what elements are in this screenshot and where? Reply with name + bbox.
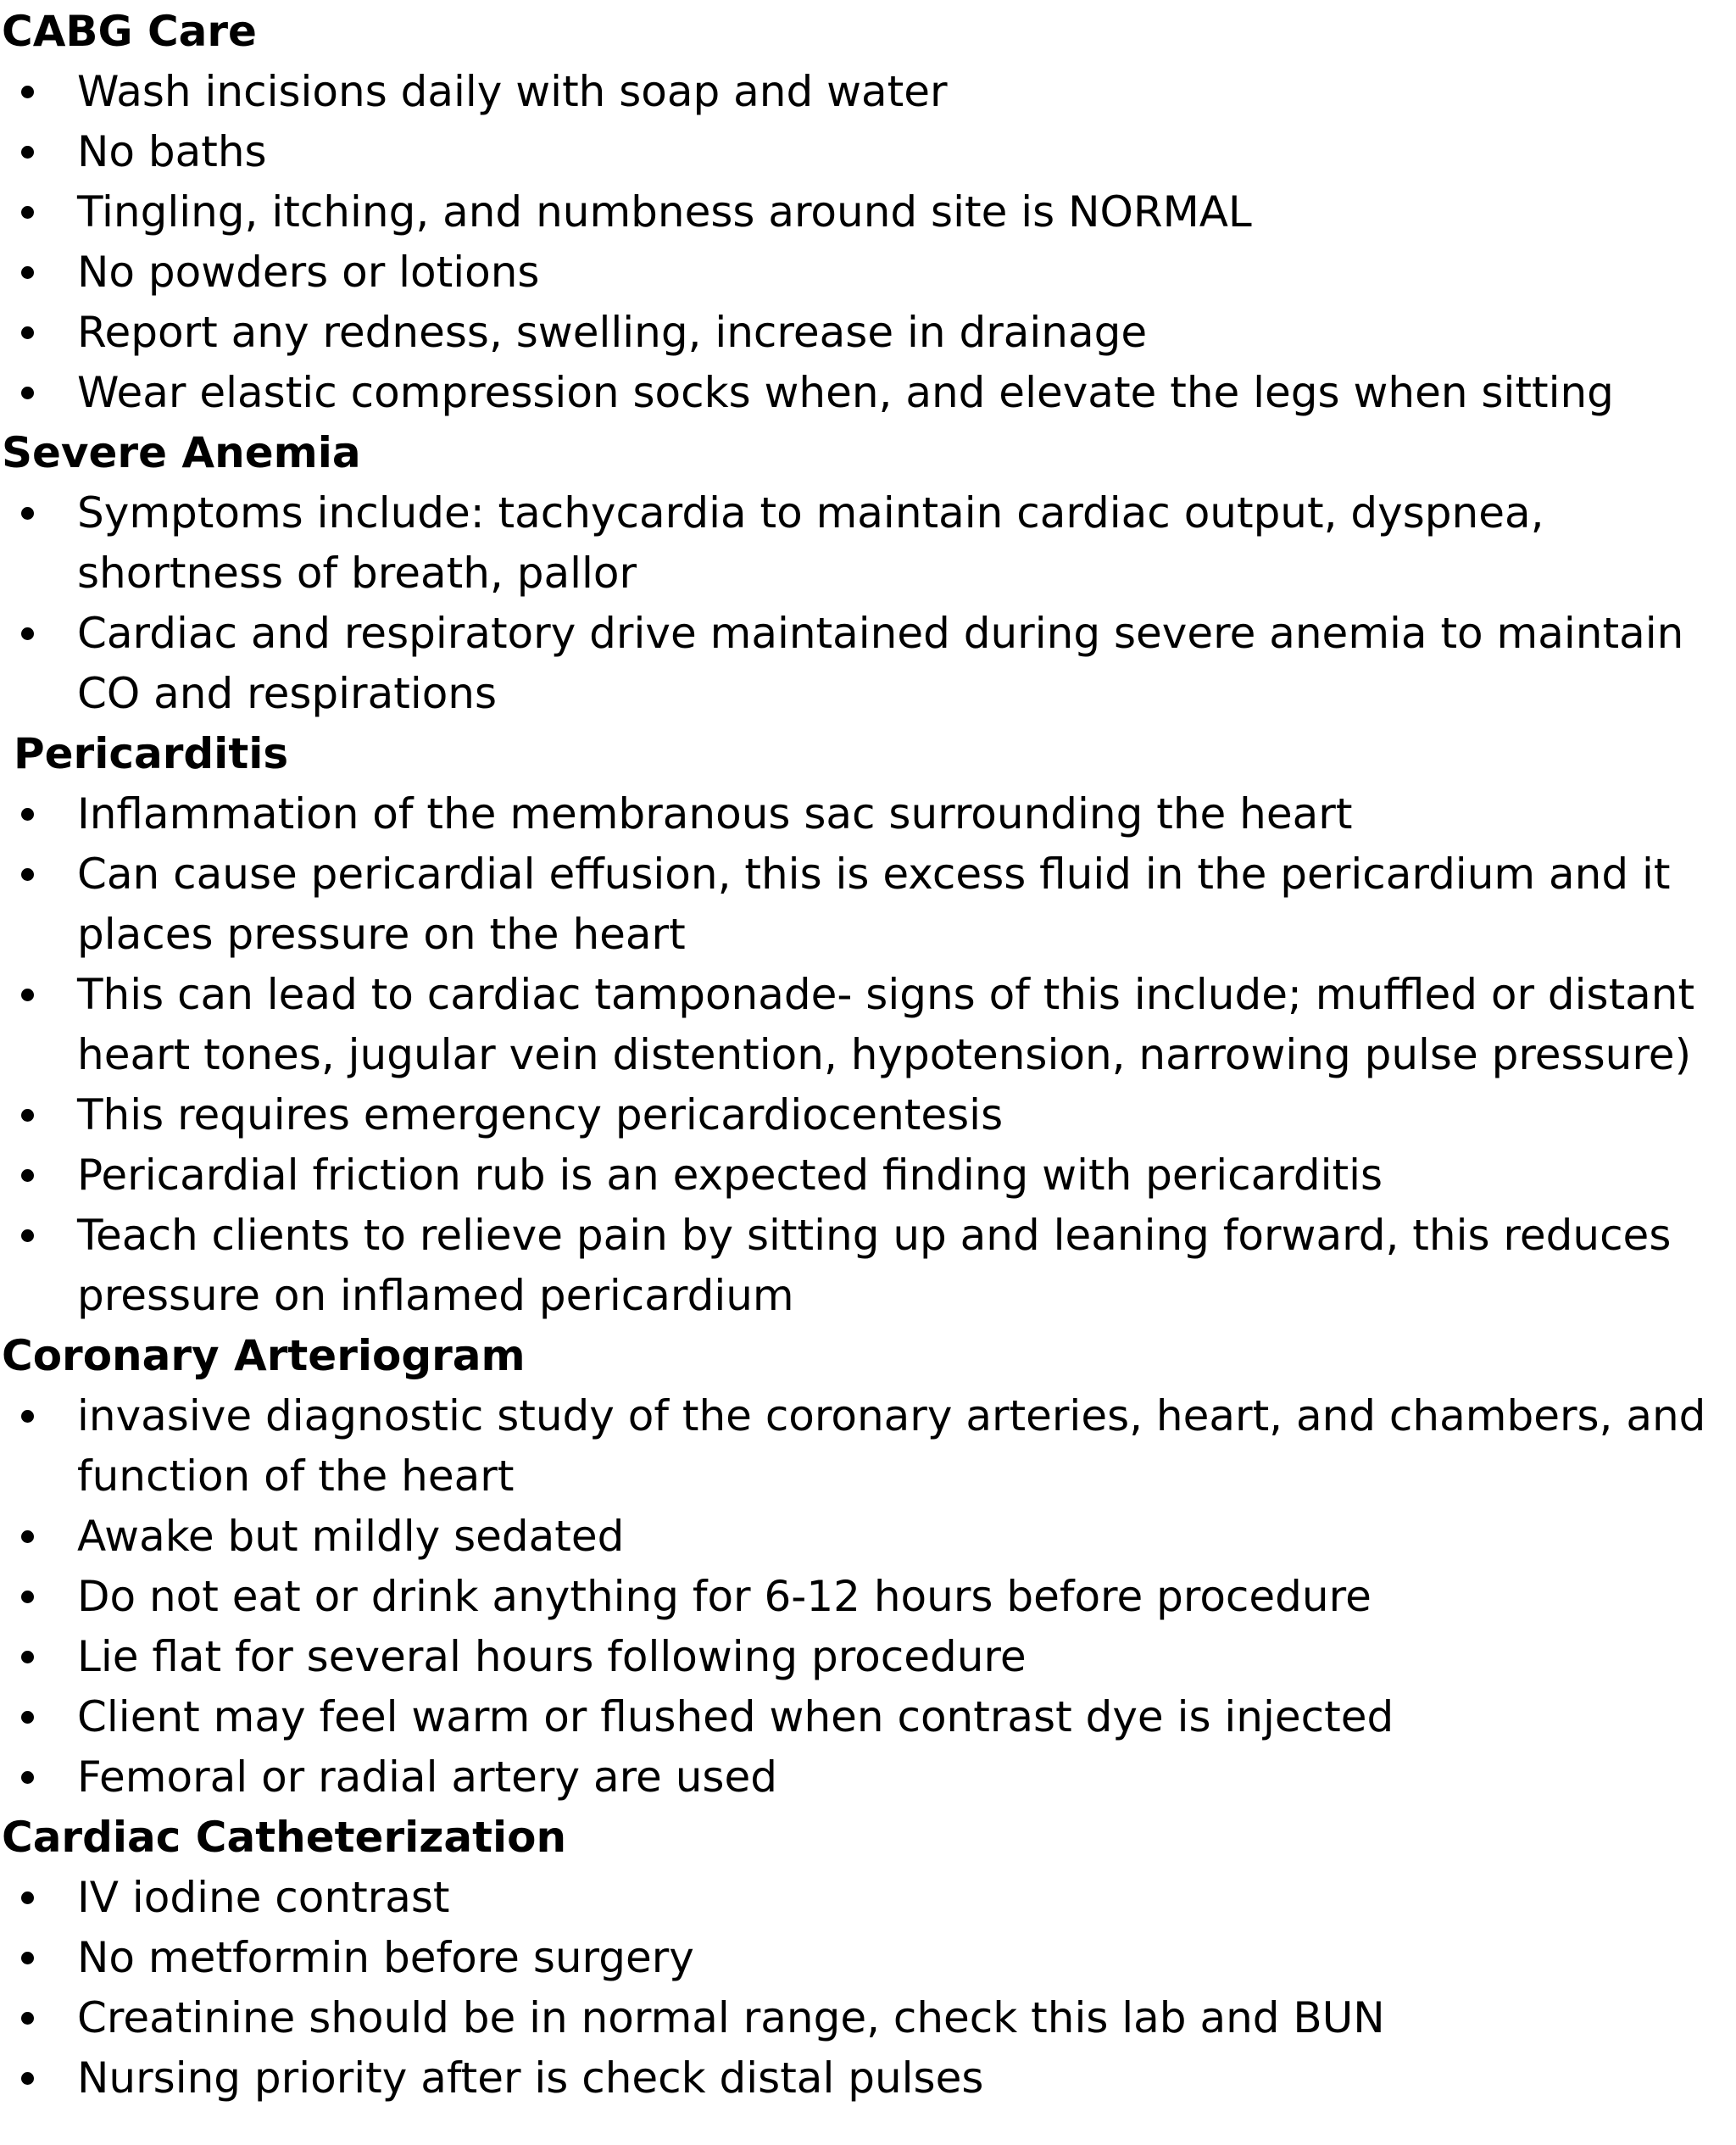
list-item [0,1687,1736,1747]
list-item [0,1206,1736,1326]
list-item [0,182,1736,242]
list-item-text: No powders or lotions [77,248,540,297]
list-item-text: No baths [77,127,267,176]
bullet-icon [21,507,34,520]
bullet-icon [21,2012,34,2025]
list-item [0,604,1736,724]
bullet-icon [21,146,34,159]
bullet-icon [21,1771,34,1784]
bullet-list-cabg-care [0,62,1736,423]
bullet-icon [21,1892,34,1904]
bullet-list-cardiac-catheterization [0,1868,1736,2109]
list-item-text: Creatinine should be in normal range, check this lab and BUN [77,1993,1385,2042]
bullet-icon [21,206,34,219]
list-item [0,62,1736,122]
list-item-text: Do not eat or drink anything for 6-12 hours before procedure [77,1572,1372,1621]
bullet-icon [21,2072,34,2085]
list-item [0,1988,1736,2048]
section-heading-cardiac-catheterization: Cardiac Catheterization [2,1813,567,1862]
bullet-icon [21,1410,34,1423]
list-item-text: Report any redness, swelling, increase in drainage [77,308,1148,357]
bullet-icon [21,1169,34,1182]
list-item [0,1386,1736,1507]
list-item [0,363,1736,423]
list-item-text: Lie flat for several hours following procedure [77,1632,1027,1681]
bullet-icon [21,1229,34,1242]
list-item [0,844,1736,965]
list-item [0,1085,1736,1145]
list-item-text: Can cause pericardial effusion, this is excess fluid in the pericardium and it places pressure on the heart [77,850,1671,959]
list-item [0,1747,1736,1808]
bullet-icon [21,86,34,98]
list-item-text: Teach clients to relieve pain by sitting up and leaning forward, this reduces pressure on inflamed pericardium [77,1211,1672,1320]
bullet-icon [21,1109,34,1122]
list-item-text: Pericardial friction rub is an expected finding with pericarditis [77,1150,1383,1200]
section-heading-severe-anemia: Severe Anemia [2,428,361,477]
bullet-icon [21,989,34,1001]
bullet-list-coronary-arteriogram [0,1386,1736,1808]
bullet-icon [21,1591,34,1603]
list-item [0,1928,1736,1988]
list-item-text: Awake but mildly sedated [77,1512,625,1561]
list-item-text: Tingling, itching, and numbness around site is NORMAL [77,187,1252,237]
list-item [0,784,1736,844]
list-item [0,483,1736,604]
bullet-icon [21,627,34,640]
list-item [0,1507,1736,1567]
list-item [0,965,1736,1085]
list-item-text: Femoral or radial artery are used [77,1752,777,1802]
list-item [0,2048,1736,2109]
bullet-icon [21,808,34,821]
list-item-text: IV iodine contrast [77,1873,450,1922]
list-item-text: No metformin before surgery [77,1933,694,1982]
list-item-text: Cardiac and respiratory drive maintained during severe anemia to maintain CO and respirations [77,609,1684,718]
list-item [0,242,1736,303]
bullet-icon [21,1711,34,1724]
bullet-icon [21,1651,34,1663]
list-item [0,1567,1736,1627]
section-heading-pericarditis: Pericarditis [14,729,289,778]
list-item [0,1627,1736,1687]
list-item [0,1868,1736,1928]
list-item-text: Client may feel warm or flushed when contrast dye is injected [77,1692,1394,1741]
bullet-icon [21,1530,34,1543]
list-item-text: Wear elastic compression socks when, and elevate the legs when sitting [77,368,1614,417]
section-heading-coronary-arteriogram: Coronary Arteriogram [2,1331,526,1380]
list-item-text: This requires emergency pericardiocentesis [77,1090,1004,1139]
bullet-list-severe-anemia [0,483,1736,724]
bullet-icon [21,266,34,279]
list-item-text: Inflammation of the membranous sac surrounding the heart [77,789,1353,838]
section-heading-cabg-care: CABG Care [2,7,257,56]
list-item [0,303,1736,363]
list-item [0,1145,1736,1206]
bullet-list-pericarditis [0,784,1736,1326]
bullet-icon [21,868,34,881]
list-item [0,122,1736,182]
list-item-text: invasive diagnostic study of the coronary arteries, heart, and chambers, and function of the heart [77,1391,1706,1501]
bullet-icon [21,387,34,399]
list-item-text: Nursing priority after is check distal pulses [77,2053,984,2103]
bullet-icon [21,326,34,339]
list-item-text: Wash incisions daily with soap and water [77,67,948,116]
list-item-text: This can lead to cardiac tamponade- signs of this include; muffled or distant heart tones, jugular vein distention, hypotension, narrowing pulse pressure) [77,970,1695,1079]
list-item-text: Symptoms include: tachycardia to maintain cardiac output, dyspnea, shortness of breath, pallor [77,488,1544,598]
bullet-icon [21,1952,34,1964]
